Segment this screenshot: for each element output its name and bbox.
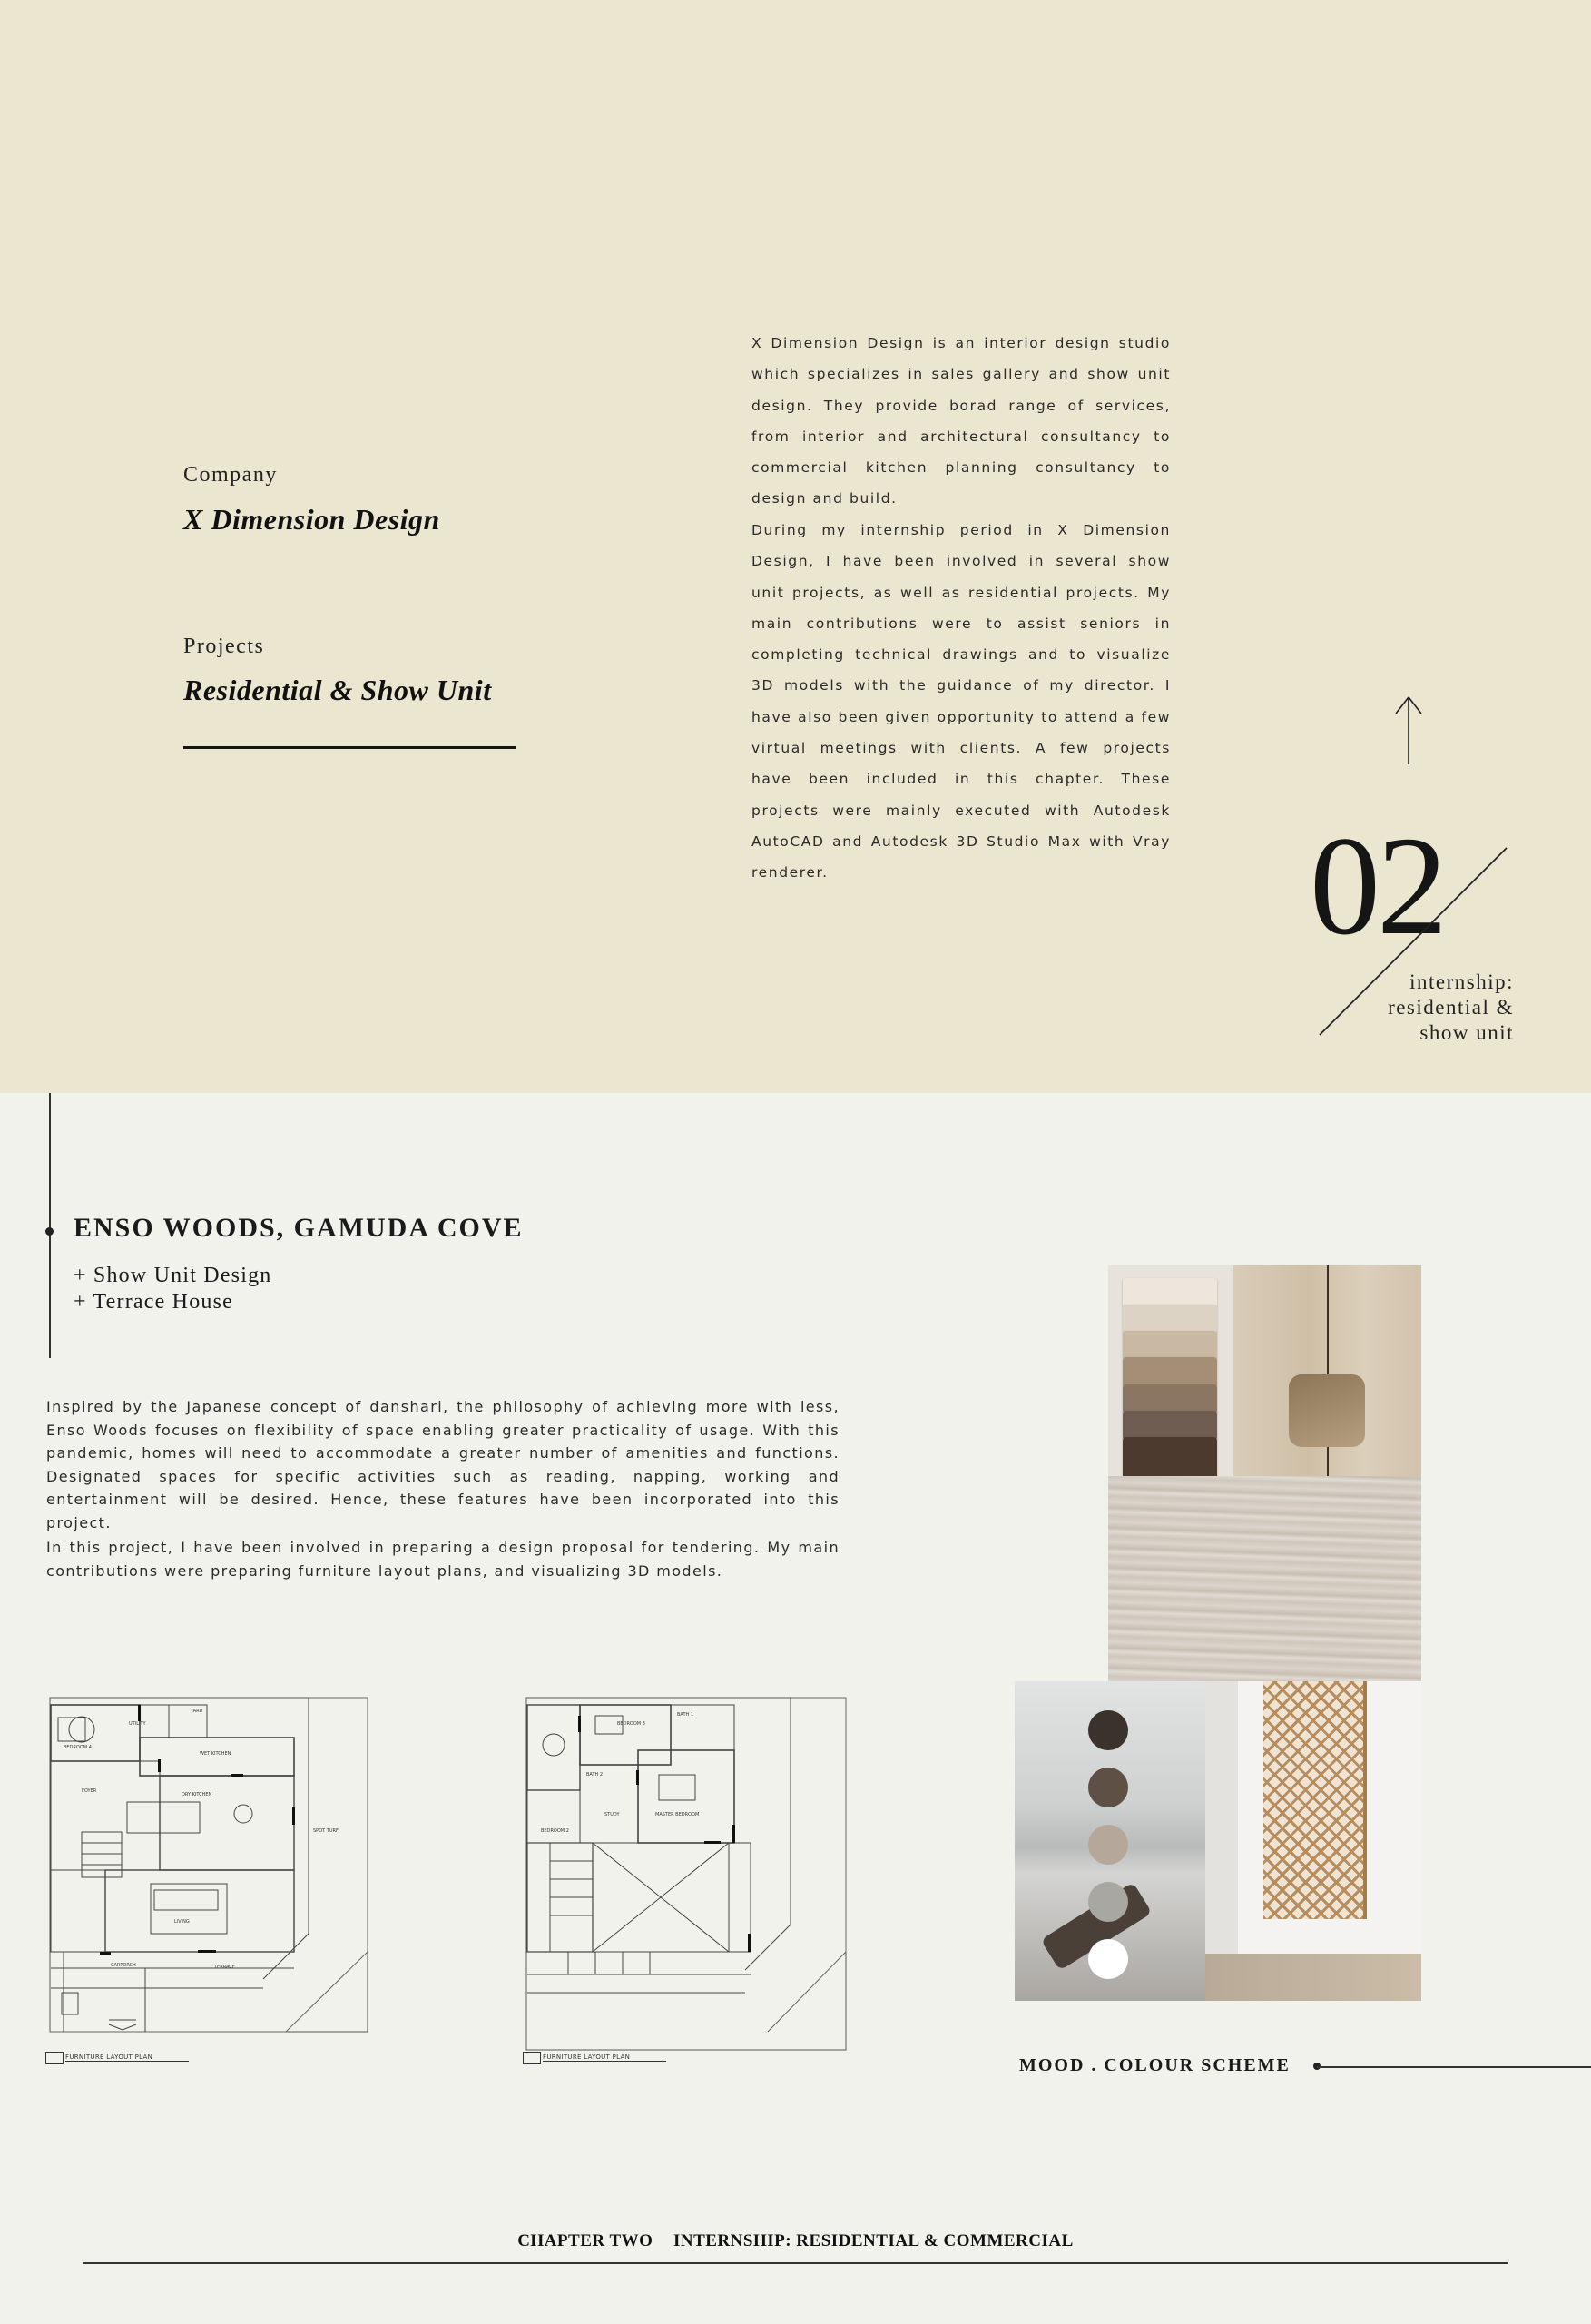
vertical-guide-line (49, 1093, 51, 1358)
room-bedroom-4: BEDROOM 4 (64, 1745, 92, 1750)
lattice-panel (1263, 1681, 1367, 1919)
chapter-marker-caption (1298, 970, 1514, 1046)
travertine-stone-image (1108, 1476, 1421, 1681)
room-study: STUDY (604, 1812, 620, 1817)
room-bath-1: BATH 1 (677, 1712, 694, 1718)
room-spot-turf: SPOT TURF (313, 1828, 339, 1834)
door-handle-recess (1289, 1374, 1365, 1447)
room-master-bedroom: MASTER BEDROOM (655, 1812, 700, 1817)
project-description-1: Inspired by the Japanese concept of danshari, the philosophy of achieving more with less, Enso Woods focuses on flexibility of space enabling greater practicality of usage. With this pandemic, homes will need to accommodate a greater number of amenities and functions. Designated spaces for specific activities such as reading, napping, working and entertainment will be desired. Hence, these features have been incorporated into this project. (46, 1398, 840, 1531)
room-foyer: FOYER (82, 1788, 97, 1794)
fabric-strip (1123, 1437, 1217, 1480)
palette-swatch-3 (1088, 1825, 1128, 1865)
title-underline (183, 746, 516, 749)
plan-key-box (45, 2052, 64, 2064)
room-living: LIVING (174, 1919, 190, 1925)
room-bedroom-3: BEDROOM 3 (617, 1721, 645, 1727)
room-terrace: TERRACE (214, 1965, 235, 1970)
project-description-2: In this project, I have been involved in preparing a design proposal for tendering. My main contributions were preparing furniture layout plans, and visualizing 3D models. (46, 1539, 840, 1580)
footer-chapter-title (0, 2231, 1591, 2251)
first-plan-caption: FURNITURE LAYOUT PLAN (543, 2053, 666, 2062)
chapter-marker-line-3: show unit (1419, 1021, 1514, 1044)
timber-floor (1205, 1954, 1421, 2001)
footer-chapter: CHAPTER TWO (517, 2231, 653, 2250)
company-label: Company (183, 463, 278, 487)
room-bath-2: BATH 2 (586, 1772, 604, 1777)
chapter-marker-line-1: internship: (1409, 970, 1514, 993)
wood-panel-image (1233, 1265, 1421, 1476)
room-carporch: CARPORCH (111, 1963, 136, 1968)
room-dry-kitchen: DRY KITCHEN (182, 1792, 212, 1797)
ground-floor-plan (45, 1679, 372, 2070)
first-floor-plan (523, 1679, 850, 2070)
projects-label: Projects (183, 635, 265, 658)
plan-key-box (523, 2052, 541, 2064)
room-bedroom-2: BEDROOM 2 (541, 1828, 569, 1834)
lattice-screen-image (1205, 1681, 1421, 2001)
first-floor-plan-drawing (523, 1679, 850, 2070)
fabric-strip (1123, 1411, 1217, 1441)
chapter-marker-line-2: residential & (1388, 996, 1514, 1019)
fabric-swatch-image (1108, 1265, 1233, 1476)
project-title: ENSO WOODS, GAMUDA COVE (74, 1213, 524, 1243)
fabric-stack (1123, 1278, 1217, 1463)
company-name: X Dimension Design (183, 503, 440, 536)
ground-floor-plan-drawing (45, 1679, 372, 2070)
ground-plan-caption: FURNITURE LAYOUT PLAN (65, 2053, 189, 2062)
intro-paragraph-1: X Dimension Design is an interior design studio which specializes in sales gallery and show unit design. They provide borad range of services, from interior and architectural consultancy to commercial kitchen planning consultancy to design and build. (751, 335, 1171, 507)
palette-swatch-5 (1088, 1939, 1128, 1979)
footer-rule (83, 2262, 1508, 2264)
project-tag-terrace: + Terrace House (74, 1290, 234, 1314)
fabric-strip (1123, 1384, 1217, 1414)
palette-swatch-2 (1088, 1768, 1128, 1807)
chapter-number: 02 (1310, 807, 1444, 964)
arrow-up-icon (1394, 695, 1423, 766)
palette-swatch-1 (1088, 1710, 1128, 1750)
mood-label-line (1317, 2066, 1591, 2068)
room-yard: YARD (191, 1709, 203, 1714)
fabric-strip (1123, 1357, 1217, 1387)
projects-name: Residential & Show Unit (183, 674, 492, 706)
room-wet-kitchen: WET KITCHEN (200, 1751, 231, 1757)
project-tag-show-unit: + Show Unit Design (74, 1264, 272, 1287)
project-tags (74, 1263, 271, 1315)
palette-swatch-4 (1088, 1882, 1128, 1922)
mood-colour-scheme-label: MOOD . COLOUR SCHEME (1019, 2055, 1291, 2075)
footer-chapter-name: INTERNSHIP: RESIDENTIAL & COMMERCIAL (673, 2231, 1074, 2250)
intro-paragraph-2: During my internship period in X Dimension Design, I have been involved in several show unit projects, as well as residential projects. My main contributions were to assist seniors in completing technical drawings and to visualize 3D models with the guidance of my director. I have also been given opportunity to attend a few virtual meetings with clients. A few projects have been included in this chapter. These projects were mainly executed with Autodesk AutoCAD and Autodesk 3D Studio Max with Vray renderer. (751, 522, 1171, 881)
guide-dot (45, 1227, 54, 1236)
room-utility: UTILITY (129, 1721, 146, 1727)
